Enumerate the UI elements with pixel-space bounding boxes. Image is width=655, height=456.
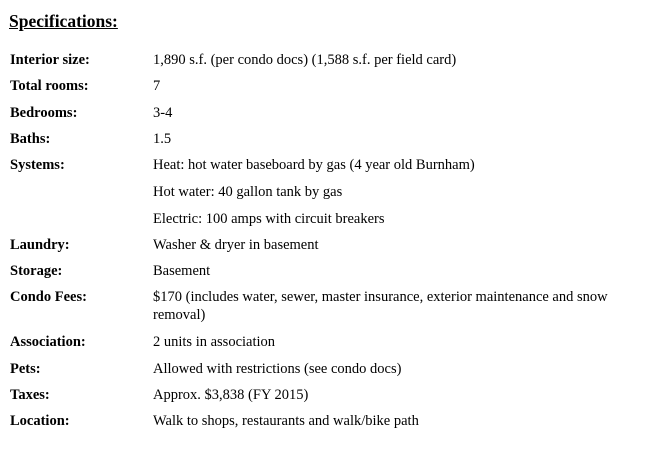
spec-value xyxy=(153,236,633,254)
spec-value xyxy=(153,77,633,95)
spec-value xyxy=(153,156,633,228)
spec-label: Condo Fees: xyxy=(10,289,87,305)
spec-value xyxy=(153,262,633,280)
spec-label: Laundry: xyxy=(10,237,70,253)
spec-value xyxy=(153,51,633,69)
spec-label: Bedrooms: xyxy=(10,105,78,121)
spec-value-line: Hot water: 40 gallon tank by gas xyxy=(153,184,343,200)
specifications-heading: Specifications: xyxy=(9,11,118,31)
spec-value-line: $170 (includes water, sewer, master insurance, exterior maintenance and snow removal) xyxy=(153,289,608,323)
spec-value xyxy=(153,360,633,378)
spec-value xyxy=(153,104,633,122)
spec-value xyxy=(153,386,633,404)
spec-value xyxy=(153,412,633,430)
spec-value-line: Basement xyxy=(153,263,211,279)
spec-label: Systems: xyxy=(10,157,65,173)
spec-label: Pets: xyxy=(10,361,41,377)
spec-value-line: 1.5 xyxy=(153,131,172,147)
spec-value-line: 3-4 xyxy=(153,105,173,121)
spec-label: Location: xyxy=(10,413,70,429)
spec-label: Baths: xyxy=(10,131,51,147)
spec-label: Total rooms: xyxy=(10,78,89,94)
spec-label: Association: xyxy=(10,334,86,350)
spec-value-line: 2 units in association xyxy=(153,334,276,350)
spec-value-line: 1,890 s.f. (per condo docs) (1,588 s.f. per field card) xyxy=(153,52,457,68)
spec-value-line: Electric: 100 amps with circuit breakers xyxy=(153,211,385,227)
spec-label: Storage: xyxy=(10,263,63,279)
spec-value-line: 7 xyxy=(153,78,161,94)
spec-value-line: Approx. $3,838 (FY 2015) xyxy=(153,387,309,403)
spec-value xyxy=(153,333,633,351)
spec-label: Interior size: xyxy=(10,52,90,68)
spec-value-line: Washer & dryer in basement xyxy=(153,237,319,253)
spec-value xyxy=(153,130,633,148)
spec-value-line: Allowed with restrictions (see condo docs) xyxy=(153,361,402,377)
spec-value-line: Walk to shops, restaurants and walk/bike path xyxy=(153,413,419,429)
spec-value-line: Heat: hot water baseboard by gas (4 year old Burnham) xyxy=(153,157,475,173)
spec-label: Taxes: xyxy=(10,387,50,403)
spec-value xyxy=(153,288,633,324)
